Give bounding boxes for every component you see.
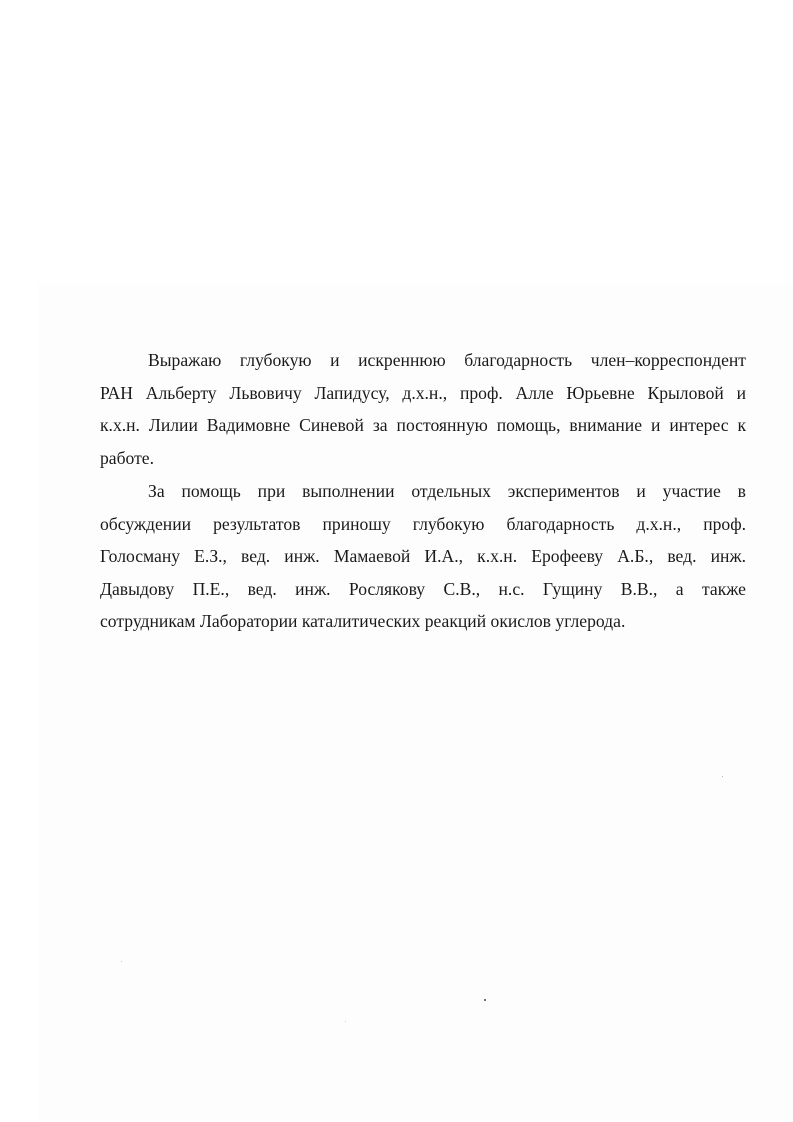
paragraph-2-line-3: Голосману Е.З., вед. инж. Мамаевой И.А., к.х.н. Ерофееву А.Б., вед. инж. bbox=[100, 546, 746, 567]
scan-speck bbox=[722, 776, 723, 777]
scan-speck bbox=[121, 961, 122, 962]
paragraph-2-line-4: Давыдову П.Е., вед. инж. Рослякову С.В., н.с. Гущину В.В., а также bbox=[100, 578, 746, 599]
paragraph-1-line-4: работе. bbox=[100, 447, 155, 468]
scan-speck bbox=[345, 1021, 346, 1022]
scan-speck bbox=[484, 999, 486, 1001]
paragraph-1-line-1: Выражаю глубокую и искреннюю благодарность член–корреспондент bbox=[148, 350, 746, 370]
paragraph-1-line-2: РАН Альберту Львовичу Лапидусу, д.х.н., проф. Алле Юрьевне Крыловой и bbox=[100, 382, 746, 403]
paragraph-2-line-1: За помощь при выполнении отдельных экспериментов и участие в bbox=[148, 481, 746, 501]
acknowledgement-paragraph-1 bbox=[100, 344, 746, 474]
paragraph-2-line-5: сотрудникам Лаборатории каталитических реакций окислов углерода. bbox=[100, 611, 626, 632]
acknowledgement-paragraph-2 bbox=[100, 475, 746, 638]
paragraph-2-line-2: обсуждении результатов приношу глубокую благодарность д.х.н., проф. bbox=[100, 513, 746, 534]
paragraph-1-line-3: к.х.н. Лилии Вадимовне Синевой за постоянную помощь, внимание и интерес к bbox=[100, 415, 746, 436]
